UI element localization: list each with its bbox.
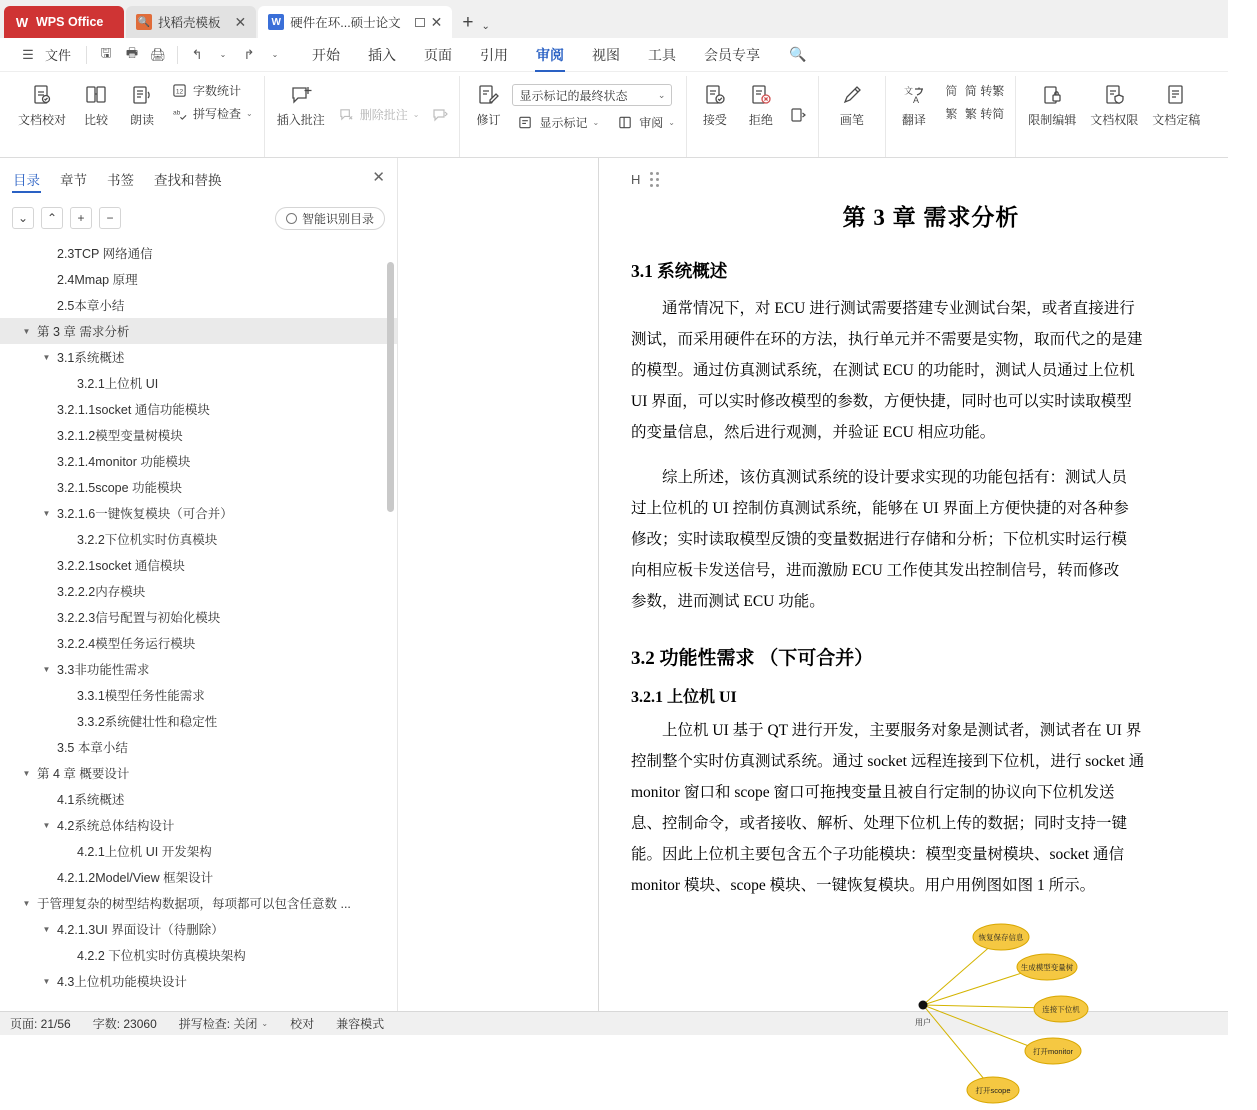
outline-item[interactable]	[0, 318, 397, 344]
delete-comment-label: 删除批注	[359, 108, 408, 122]
review-pane-icon	[617, 114, 634, 131]
outline-item-label: 4.3上位机功能模块设计	[57, 975, 187, 989]
outline-item[interactable]	[0, 448, 397, 474]
restore-icon[interactable]	[415, 18, 425, 27]
outline-item-label: 3.2.2.1socket 通信模块	[57, 559, 185, 573]
comment-next-icon	[431, 106, 448, 123]
comment-delete-icon	[338, 106, 355, 123]
outline-item-label: 3.2.2.3信号配置与初始化模块	[57, 611, 221, 625]
chevron-down-icon[interactable]: ▼	[42, 924, 51, 934]
status-spellcheck[interactable]	[179, 1015, 268, 1032]
chevron-down-icon[interactable]: ▼	[22, 326, 31, 336]
paragraph-line: 控制整个实时仿真测试系统。通过 socket 远程连接到下位机，进行 socket 通	[631, 753, 1145, 770]
window-tab-bar	[0, 0, 1228, 38]
outline-item[interactable]	[0, 838, 397, 864]
print-preview-icon[interactable]: 🖶	[125, 44, 139, 60]
outline-item[interactable]	[0, 812, 397, 838]
svg-text:恢复保存信息: 恢复保存信息	[978, 933, 1024, 942]
save-icon[interactable]: 🖫	[100, 44, 112, 60]
chevron-down-icon[interactable]: ▼	[22, 898, 31, 908]
outline-item[interactable]	[0, 682, 397, 708]
smart-icon	[286, 213, 297, 224]
spell-check-label: 拼写检查	[193, 107, 242, 121]
outline-item-label: 4.2.1上位机 UI 开发架构	[77, 845, 212, 859]
outline-item[interactable]	[0, 630, 397, 656]
word-icon: W	[268, 14, 284, 30]
doc-tab-thesis[interactable]	[258, 6, 452, 38]
outline-item[interactable]	[0, 656, 397, 682]
outline-tab-find-replace[interactable]: 查找和替换	[154, 173, 222, 188]
outline-item-label: 2.5本章小结	[57, 299, 125, 313]
paragraph-line: 向相应板卡发送信号，进而激励 ECU 工作使其发出控制信号，转而修改	[631, 562, 1120, 579]
chevron-down-icon[interactable]: ⌄	[412, 110, 420, 119]
read-aloud-label: 朗读	[130, 113, 155, 127]
pen-button[interactable]	[825, 78, 879, 130]
svg-text:生成模型变量树: 生成模型变量树	[1020, 963, 1074, 972]
outline-item-label: 3.2.2.4模型任务运行模块	[57, 637, 196, 651]
paragraph-line: monitor 模块、scope 模块、一键恢复模块。用户用例图如图 1 所示。	[631, 877, 1096, 894]
doc-compare-label: 文档校对	[18, 113, 67, 127]
paragraph	[631, 293, 1231, 448]
section-heading: 3.1 系统概述	[631, 261, 728, 281]
divider	[86, 46, 87, 64]
ribbon	[0, 72, 1228, 158]
outline-item-label: 3.2.1上位机 UI	[77, 377, 159, 391]
close-icon[interactable]: ✕	[372, 169, 385, 186]
usecase-diagram	[631, 915, 1231, 1105]
outline-item[interactable]	[0, 500, 397, 526]
outline-item[interactable]	[0, 604, 397, 630]
outline-item[interactable]	[0, 292, 397, 318]
outline-item[interactable]	[0, 422, 397, 448]
trad-simp-icon: 繁	[945, 107, 958, 121]
reject-icon	[748, 82, 774, 108]
track-changes-label: 修订	[476, 113, 501, 127]
ribbon-tab-tools[interactable]: 工具	[648, 46, 677, 63]
outline-item[interactable]	[0, 370, 397, 396]
svg-text:用户: 用户	[915, 1018, 931, 1027]
show-markup-label: 显示标记	[539, 116, 588, 130]
new-tab-button[interactable]: +	[462, 12, 474, 33]
svg-text:12: 12	[175, 88, 184, 96]
hamburger-icon: ☰	[22, 46, 34, 62]
smart-outline-button[interactable]	[275, 207, 385, 230]
status-compat-mode[interactable]: 兼容模式	[336, 1017, 385, 1031]
doc-final-icon	[1163, 82, 1189, 108]
outline-item[interactable]	[0, 344, 397, 370]
doc-tab-template-label: 找稻壳模板	[158, 16, 221, 30]
drag-grip-icon[interactable]	[650, 172, 659, 187]
paragraph-line: monitor 窗口和 scope 窗口可拖拽变量且被自行定制的协议向下位机发送	[631, 784, 1115, 801]
outline-item[interactable]	[0, 890, 397, 916]
compare-icon	[83, 82, 109, 108]
outline-item[interactable]	[0, 708, 397, 734]
app-tab-wps[interactable]	[4, 6, 124, 38]
paragraph-line: 息、控制命令，或者接收、解析、处理下位机上传的数据；同时支持一键	[631, 815, 1128, 832]
outline-tab-chapter[interactable]: 章节	[60, 173, 87, 188]
outline-collapse-all-button[interactable]: −	[99, 207, 121, 229]
outline-item-label: 第 4 章 概要设计	[37, 767, 130, 781]
pen-label: 画笔	[839, 113, 864, 127]
doc-permission-button[interactable]	[1084, 78, 1144, 130]
status-page[interactable]: 页面: 21/56	[10, 1017, 71, 1031]
outline-item-label: 于管理复杂的树型结构数据项，每项都可以包含任意数 ...	[37, 897, 351, 911]
doc-tab-template[interactable]	[126, 6, 256, 38]
accept-icon	[702, 82, 728, 108]
document-pane[interactable]	[598, 158, 1257, 1095]
restrict-edit-button[interactable]	[1022, 78, 1082, 130]
redo-chevron-icon[interactable]: ⌄	[271, 50, 279, 59]
outline-item-label: 3.2.1.4monitor 功能模块	[57, 455, 191, 469]
outline-list[interactable]	[0, 238, 397, 1011]
outline-collapse-up-button[interactable]: ⌃	[41, 207, 63, 229]
menu-bar	[0, 38, 1228, 72]
smart-outline-label: 智能识别目录	[301, 211, 374, 226]
paragraph-line: 的变量信息，然后进行观测，并验证 ECU 相应功能。	[631, 424, 996, 441]
ribbon-tab-insert[interactable]: 插入	[368, 46, 397, 63]
outline-tabs	[0, 158, 397, 198]
search-icon: 🔍	[136, 14, 152, 30]
comments-group	[265, 76, 461, 157]
outline-item[interactable]	[0, 786, 397, 812]
outline-item-label: 3.3.1模型任务性能需求	[77, 689, 205, 703]
outline-item[interactable]	[0, 734, 397, 760]
paragraph-line: 测试，而采用硬件在环的方法，执行单元并不需要是实物，取而代之的是建	[631, 331, 1143, 348]
outline-item-label: 4.2.2 下位机实时仿真模块架构	[77, 949, 246, 963]
paragraph-line: 的模型。通过仿真测试系统，在测试 ECU 的功能时，测试人员通过上位机	[631, 362, 1135, 379]
to-traditional-label: 简 转繁	[964, 84, 1005, 98]
word-count-button[interactable]	[166, 80, 258, 101]
undo-icon[interactable]: ↰	[191, 46, 203, 62]
paragraph-line: 参数，进而测试 ECU 功能。	[631, 593, 825, 610]
chevron-down-icon[interactable]: ▼	[22, 768, 31, 778]
paragraph-line: 过上位机的 UI 控制仿真测试系统，能够在 UI 界面上方便快捷的对各种参	[631, 500, 1129, 517]
simp-trad-icon: 简	[945, 84, 958, 98]
section-heading: 3.2 功能性需求 （下可合并）	[631, 648, 874, 669]
markup-display-select[interactable]	[512, 84, 672, 106]
tracking-group	[460, 76, 686, 157]
chevron-down-icon[interactable]: ⌄	[592, 118, 600, 127]
outline-toolbar	[0, 198, 397, 238]
paragraph-line: UI 界面，可以实时修改模型的参数，方便快捷，同时也可以实时读取模型	[631, 393, 1132, 410]
doc-permission-label: 文档权限	[1090, 113, 1139, 127]
read-aloud-button[interactable]	[120, 78, 164, 130]
print-icon[interactable]: 🖨	[149, 46, 167, 62]
outline-item[interactable]	[0, 864, 397, 890]
status-spellcheck-label: 拼写检查: 关闭	[178, 1017, 258, 1031]
ribbon-tab-view[interactable]: 视图	[592, 46, 621, 63]
outline-tab-bookmark[interactable]: 书签	[107, 173, 134, 188]
reject-label: 拒绝	[748, 113, 773, 127]
outline-item[interactable]	[0, 526, 397, 552]
outline-item[interactable]	[0, 760, 397, 786]
chevron-down-icon[interactable]: ⌄	[246, 109, 253, 118]
document-handle[interactable]	[599, 158, 1257, 187]
outline-item[interactable]	[0, 552, 397, 578]
insert-comment-button[interactable]	[271, 78, 331, 130]
track-changes-button[interactable]	[466, 78, 510, 130]
review-pane-button[interactable]	[612, 112, 680, 133]
outline-item-label: 4.2.1.2Model/View 框架设计	[57, 871, 214, 885]
outline-item-label: 4.1系统概述	[57, 793, 125, 807]
next-change-icon	[790, 106, 807, 123]
to-simplified-button[interactable]	[938, 103, 1009, 124]
app-tab-wps-label: WPS Office	[36, 15, 104, 29]
translate-button[interactable]	[892, 78, 936, 130]
usecase-figure	[631, 915, 1231, 1105]
next-change-button[interactable]	[785, 104, 812, 125]
svg-text:连接下位机: 连接下位机	[1042, 1005, 1080, 1014]
pen-icon	[839, 82, 865, 108]
outline-item[interactable]	[0, 240, 397, 266]
chevron-down-icon: ⌄	[657, 89, 666, 100]
outline-item[interactable]	[0, 396, 397, 422]
proofing-group	[6, 76, 265, 157]
outline-item-label: 4.2.1.3UI 界面设计（待删除）	[57, 923, 224, 937]
outline-item[interactable]	[0, 474, 397, 500]
paragraph-line: 能。因此上位机主要包含五个子功能模块：模型变量树模块、socket 通信	[631, 846, 1124, 863]
ribbon-tabs	[299, 39, 773, 71]
outline-item[interactable]	[0, 916, 397, 942]
ribbon-tab-member[interactable]: 会员专享	[704, 46, 761, 63]
file-menu-button[interactable]	[8, 39, 79, 71]
accept-label: 接受	[702, 113, 727, 127]
chevron-down-icon[interactable]: ▼	[42, 820, 51, 830]
page-title: 第 3 章 需求分析	[842, 205, 1020, 230]
outline-item-label: 3.1系统概述	[57, 351, 125, 365]
translate-group	[886, 76, 1016, 157]
document-body	[631, 258, 1231, 901]
undo-chevron-icon[interactable]: ⌄	[219, 50, 227, 59]
markup-display-value: 显示标记的最终状态	[519, 88, 628, 103]
outline-item[interactable]	[0, 578, 397, 604]
svg-text:打开monitor: 打开monitor	[1032, 1047, 1074, 1056]
to-traditional-button[interactable]	[938, 80, 1009, 101]
outline-item-label: 3.3非功能性需求	[57, 663, 150, 677]
outline-item-label: 3.2.2下位机实时仿真模块	[77, 533, 218, 547]
lock-icon	[1039, 82, 1065, 108]
show-markup-button[interactable]	[512, 112, 604, 133]
outline-tab-catalog[interactable]: 目录	[12, 161, 41, 195]
ink-group	[819, 76, 886, 157]
paragraph	[631, 715, 1231, 901]
protect-group	[1016, 76, 1212, 157]
wps-logo-icon: W	[15, 14, 29, 30]
close-icon[interactable]: ✕	[234, 14, 247, 30]
review-pane-label: 审阅	[639, 116, 664, 130]
speaker-icon	[129, 82, 155, 108]
count-icon	[171, 82, 188, 99]
abc-check-icon	[171, 105, 188, 122]
delete-comment-button[interactable]	[333, 104, 425, 125]
heading-handle-label: H	[631, 172, 641, 187]
outline-item-label: 2.4Mmap 原理	[57, 273, 138, 287]
svg-text:ab: ab	[172, 109, 181, 117]
doc-compare-button[interactable]	[12, 78, 72, 130]
chevron-down-icon[interactable]: ▼	[42, 976, 51, 986]
divider	[177, 46, 178, 64]
search-icon[interactable]: 🔍	[789, 46, 807, 62]
comment-plus-icon	[288, 82, 314, 108]
chevron-down-icon[interactable]: ⌄	[668, 118, 675, 127]
outline-item-label: 4.2系统总体结构设计	[57, 819, 175, 833]
insert-comment-label: 插入批注	[276, 113, 325, 127]
close-icon[interactable]: ✕	[430, 14, 443, 30]
to-simplified-label: 繁 转简	[964, 107, 1005, 121]
changes-group	[687, 76, 819, 157]
outline-item[interactable]	[0, 266, 397, 292]
markup-icon	[517, 114, 534, 131]
outline-item-label: 3.2.2.2内存模块	[57, 585, 146, 599]
outline-item-label: 2.3TCP 网络通信	[57, 247, 153, 261]
outline-item[interactable]	[0, 942, 397, 968]
doc-tab-thesis-label: 硬件在环...硕士论文	[290, 16, 401, 30]
outline-pane	[0, 158, 398, 1011]
chevron-down-icon[interactable]: ▼	[42, 664, 51, 674]
outline-item-label: 3.5 本章小结	[57, 741, 128, 755]
outline-collapse-down-button[interactable]: ⌄	[12, 207, 34, 229]
doc-finalize-button[interactable]	[1146, 78, 1206, 130]
status-proof[interactable]: 校对	[290, 1017, 315, 1031]
status-word-count[interactable]: 字数: 23060	[92, 1017, 157, 1031]
redo-icon[interactable]: ↱	[243, 46, 255, 62]
paragraph	[631, 462, 1231, 617]
outline-item[interactable]	[0, 968, 397, 994]
translate-icon	[901, 82, 927, 108]
svg-text:打开scope: 打开scope	[975, 1086, 1011, 1095]
doc-check-icon	[29, 82, 55, 108]
chevron-down-icon[interactable]: ▼	[42, 508, 51, 518]
shield-icon	[1101, 82, 1127, 108]
chevron-down-icon[interactable]: ⌄	[481, 21, 490, 32]
paragraph-line: 修改；实时读取模型反馈的变量数据进行存储和分析；下位机实时运行模	[631, 531, 1128, 548]
ribbon-tab-start[interactable]: 开始	[312, 46, 341, 63]
ribbon-tab-reference[interactable]: 引用	[480, 46, 509, 63]
outline-scrollbar[interactable]	[387, 262, 394, 512]
pane-gap	[398, 158, 598, 1011]
svg-text:A: A	[912, 95, 919, 105]
restrict-edit-label: 限制编辑	[1028, 113, 1077, 127]
next-comment-button[interactable]	[426, 104, 453, 125]
spell-check-button[interactable]	[166, 103, 258, 124]
ribbon-tab-review[interactable]: 审阅	[523, 39, 577, 71]
compare-label: 比较	[84, 113, 109, 127]
document-page[interactable]	[599, 187, 1257, 1105]
track-changes-icon	[475, 82, 501, 108]
accept-button[interactable]	[693, 78, 737, 130]
outline-item-label: 3.2.1.2模型变量树模块	[57, 429, 183, 443]
compare-button[interactable]	[74, 78, 118, 130]
word-count-label: 字数统计	[193, 84, 242, 98]
svg-text:文: 文	[903, 86, 913, 96]
outline-item-label: 3.3.2系统健壮性和稳定性	[77, 715, 218, 729]
translate-label: 翻译	[901, 113, 926, 127]
outline-item-label: 3.2.1.6一键恢复模块（可合并）	[57, 507, 233, 521]
outline-item-label: 第 3 章 需求分析	[37, 325, 130, 339]
paragraph-line: 综上所述，该仿真测试系统的设计要求实现的功能包括有：测试人员	[662, 469, 1128, 486]
outline-item-label: 3.2.1.5scope 功能模块	[57, 481, 183, 495]
subsection-heading: 3.2.1 上位机 UI	[631, 689, 737, 706]
chevron-down-icon[interactable]: ⌄	[261, 1019, 269, 1028]
paragraph-line: 通常情况下，对 ECU 进行测试需要搭建专业测试台架，或者直接进行	[662, 300, 1135, 317]
paragraph-line: 上位机 UI 基于 QT 进行开发，主要服务对象是测试者，测试者在 UI 界	[662, 722, 1142, 739]
reject-button[interactable]	[739, 78, 783, 130]
doc-finalize-label: 文档定稿	[1152, 113, 1201, 127]
ribbon-tab-page[interactable]: 页面	[424, 46, 453, 63]
outline-item-label: 3.2.1.1socket 通信功能模块	[57, 403, 210, 417]
outline-expand-all-button[interactable]: +	[70, 207, 92, 229]
chevron-down-icon[interactable]: ▼	[42, 352, 51, 362]
file-menu-label: 文件	[45, 48, 72, 63]
